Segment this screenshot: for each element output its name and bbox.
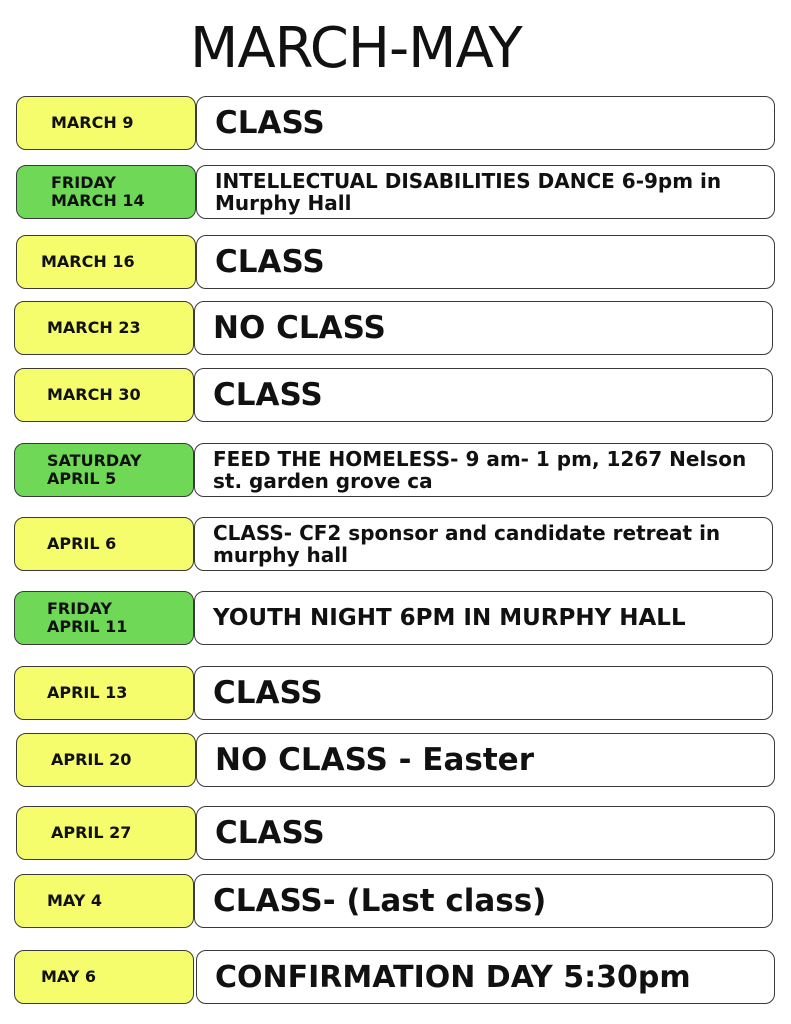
schedule-row [0,591,791,647]
date-line: APRIL 11 [47,617,128,636]
date-box [16,235,196,289]
event-box: NO CLASS - Easter [196,733,775,787]
date-box [16,165,196,219]
date-line: APRIL 20 [51,750,132,769]
schedule-row [0,733,791,789]
date-line: MARCH 9 [51,113,134,132]
date-line: MARCH 16 [41,252,135,271]
event-box: CLASS [196,235,775,289]
date-line: MARCH 30 [47,385,141,404]
date-box [16,96,196,150]
date-line: MAY 4 [47,891,103,910]
event-box: YOUTH NIGHT 6PM IN MURPHY HALL [194,591,773,645]
date-box [16,806,196,860]
date-line: MAY 6 [41,967,97,986]
schedule-row [0,368,791,424]
date-box [14,666,194,720]
date-box [14,443,194,497]
date-line: APRIL 27 [51,823,132,842]
schedule-row [0,874,791,930]
event-box: CLASS [194,666,773,720]
date-box [14,301,194,355]
page-title: MARCH-MAY [190,16,522,81]
event-box: CONFIRMATION DAY 5:30pm [196,950,775,1004]
schedule-row [0,517,791,573]
schedule-row [0,165,791,221]
schedule-row [0,950,791,1006]
schedule-row [0,443,791,499]
date-line: FRIDAY [47,599,112,618]
date-box [14,874,194,928]
date-line: SATURDAY [47,451,142,470]
schedule-row [0,301,791,357]
date-line: APRIL 6 [47,534,117,553]
date-line: APRIL 13 [47,683,128,702]
date-line: FRIDAY [51,173,116,192]
date-line: MARCH 14 [51,191,145,210]
date-line: APRIL 5 [47,469,117,488]
event-box: CLASS [196,96,775,150]
schedule-row [0,96,791,152]
event-box: NO CLASS [194,301,773,355]
date-box [14,591,194,645]
date-box [14,368,194,422]
schedule-row [0,666,791,722]
schedule-row [0,806,791,862]
event-box: INTELLECTUAL DISABILITIES DANCE 6-9pm in Murphy Hall [196,165,775,219]
event-box: FEED THE HOMELESS- 9 am- 1 pm, 1267 Nelson st. garden grove ca [194,443,773,497]
date-box [14,517,194,571]
date-box [16,733,196,787]
event-box: CLASS- CF2 sponsor and candidate retreat in murphy hall [194,517,773,571]
date-box [14,950,194,1004]
event-box: CLASS [194,368,773,422]
date-line: MARCH 23 [47,318,141,337]
event-box: CLASS [196,806,775,860]
event-box: CLASS- (Last class) [194,874,773,928]
schedule-row [0,235,791,291]
